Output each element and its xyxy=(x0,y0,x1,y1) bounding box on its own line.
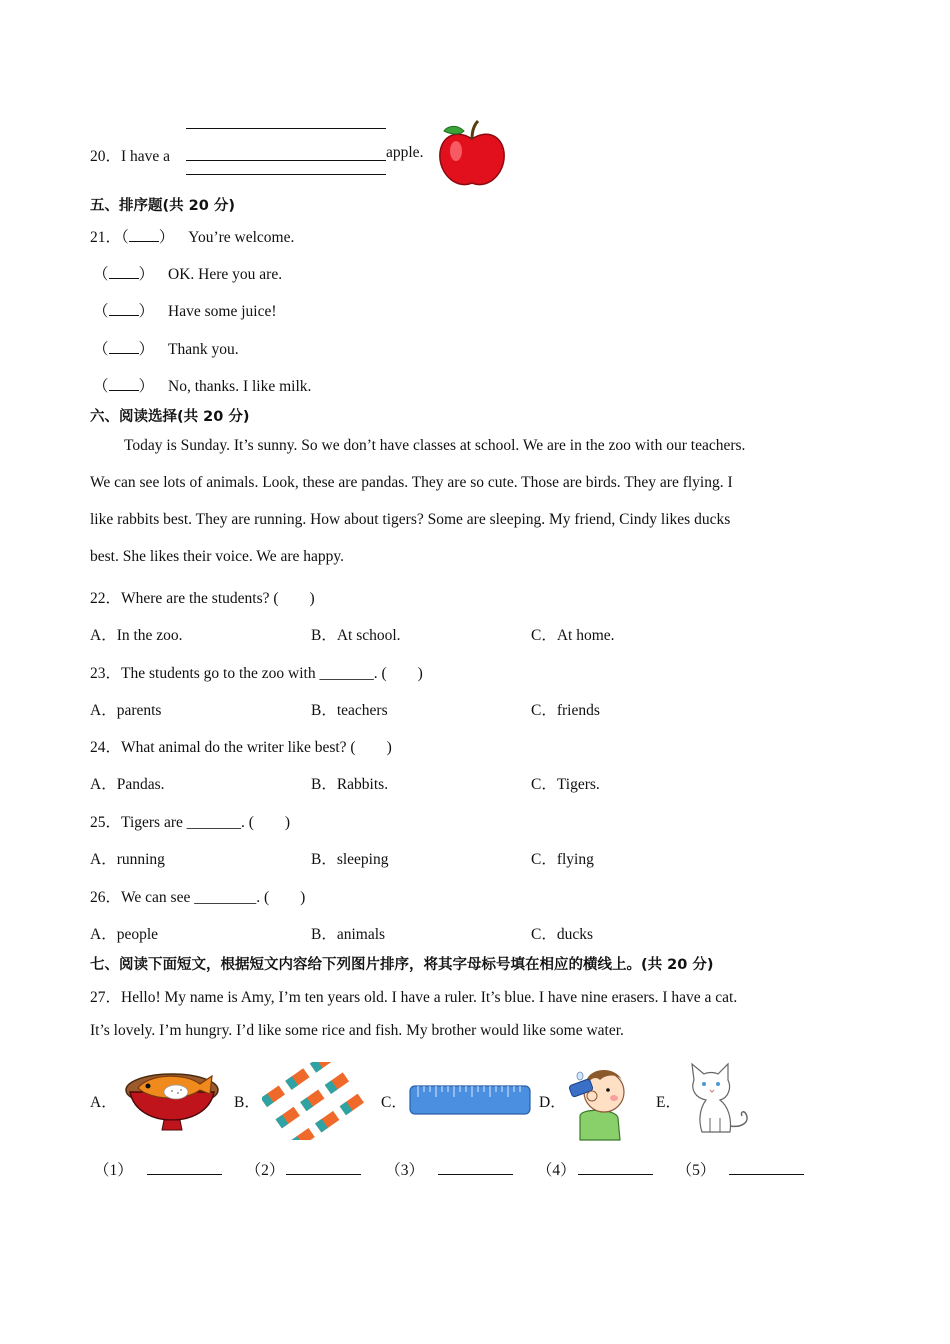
q21-blank-5[interactable] xyxy=(109,376,139,391)
passage-line-3: like rabbits best. They are running. How about tigers? Some are sleeping. My friend, Cindy likes ducks xyxy=(90,511,731,528)
q21-row-3: （ ） Have some juice! xyxy=(93,303,277,320)
answer-label-4: （4） xyxy=(536,1162,576,1179)
q20-text-after: apple. xyxy=(386,144,424,161)
picture-label-a: A． xyxy=(90,1094,117,1111)
boy-drinking-water-icon xyxy=(566,1060,630,1142)
q20-row xyxy=(90,144,170,166)
q21-item-3: Have some juice! xyxy=(168,303,277,320)
answer-label-1: （1） xyxy=(94,1162,133,1179)
q26-option-b[interactable]: B．animals xyxy=(311,926,386,943)
section5-title: 五、排序题(共 20 分) xyxy=(90,198,236,214)
q23-option-b[interactable]: B．teachers xyxy=(311,702,388,719)
q20-text-before: I have a xyxy=(121,148,171,165)
passage-line-4: best. She likes their voice. We are happy. xyxy=(90,548,344,565)
q24-option-c[interactable]: C．Tigers. xyxy=(531,776,600,793)
picture-label-e: E． xyxy=(656,1094,681,1111)
q23-option-a[interactable]: A．parents xyxy=(90,702,162,719)
q26-option-c[interactable]: C．ducks xyxy=(531,926,594,943)
picture-label-c: C． xyxy=(381,1094,407,1111)
q27-line-2: It’s lovely. I’m hungry. I’d like some rice and fish. My brother would like some water. xyxy=(90,1022,624,1039)
q23-question: 23．The students go to the zoo with _______. ( ) xyxy=(90,665,423,682)
passage-line-2: We can see lots of animals. Look, these are pandas. They are so cute. Those are birds. They are flying. I xyxy=(90,474,733,491)
q21-row-4: （ ） Thank you. xyxy=(93,341,239,358)
picture-label-b: B． xyxy=(234,1094,260,1111)
q25-option-c[interactable]: C．flying xyxy=(531,851,594,868)
answer-blank-5[interactable] xyxy=(729,1160,804,1175)
q21-blank-2[interactable] xyxy=(109,264,139,279)
q22-option-b[interactable]: B．At school. xyxy=(311,627,401,644)
q25-option-b[interactable]: B．sleeping xyxy=(311,851,389,868)
q24-question: 24．What animal do the writer like best? ( ) xyxy=(90,739,392,756)
answer-row xyxy=(94,1158,804,1180)
q24-option-a[interactable]: A．Pandas. xyxy=(90,776,165,793)
q24-option-b[interactable]: B．Rabbits. xyxy=(311,776,389,793)
q20-answer-line-3[interactable] xyxy=(186,174,386,175)
q21-item-1: You’re welcome. xyxy=(188,229,295,246)
q21-blank-4[interactable] xyxy=(109,339,139,354)
q25-question: 25．Tigers are _______. ( ) xyxy=(90,814,291,831)
answer-blank-4[interactable] xyxy=(578,1160,653,1175)
section7-title: 七、阅读下面短文，根据短文内容给下列图片排序，将其字母标号填在相应的横线上。(共 20 分) xyxy=(90,957,714,973)
fish-rice-bowl-icon xyxy=(124,1068,220,1134)
answer-blank-1[interactable] xyxy=(147,1160,222,1175)
answer-label-3: （3） xyxy=(385,1162,425,1179)
q25-option-a[interactable]: A．running xyxy=(90,851,165,868)
q20-answer-line-2[interactable] xyxy=(186,160,386,161)
answer-label-5: （5） xyxy=(676,1162,716,1179)
ruler-icon xyxy=(408,1083,532,1117)
erasers-icon xyxy=(262,1062,366,1140)
picture-label-d: D． xyxy=(539,1094,566,1111)
q21-blank-3[interactable] xyxy=(109,301,139,316)
q22-option-a[interactable]: A．In the zoo. xyxy=(90,627,183,644)
passage-line-1: Today is Sunday. It’s sunny. So we don’t have classes at school. We are in the zoo with our teachers. xyxy=(124,437,746,454)
q21-item-2: OK. Here you are. xyxy=(168,266,283,283)
q22-question: 22．Where are the students? ( ) xyxy=(90,590,315,607)
apple-icon xyxy=(434,119,510,189)
section6-title: 六、阅读选择(共 20 分) xyxy=(90,409,250,425)
answer-label-2: （2） xyxy=(245,1162,285,1179)
q21-row-1: 21．（ ） You’re welcome. xyxy=(90,229,295,246)
q20-number: 20． xyxy=(90,148,122,165)
q22-option-c[interactable]: C．At home. xyxy=(531,627,615,644)
q26-question: 26．We can see ________. ( ) xyxy=(90,889,306,906)
q23-option-c[interactable]: C．friends xyxy=(531,702,600,719)
cat-icon xyxy=(684,1062,754,1136)
q21-item-4: Thank you. xyxy=(168,341,239,358)
q21-blank-1[interactable] xyxy=(129,227,159,242)
q26-option-a[interactable]: A．people xyxy=(90,926,159,943)
answer-blank-2[interactable] xyxy=(286,1160,361,1175)
answer-blank-3[interactable] xyxy=(438,1160,513,1175)
q21-row-2: （ ） OK. Here you are. xyxy=(93,266,283,283)
q21-row-5: （ ） No, thanks. I like milk. xyxy=(93,378,312,395)
q21-item-5: No, thanks. I like milk. xyxy=(168,378,312,395)
q20-answer-line-1[interactable] xyxy=(186,128,386,129)
q21-number: 21． xyxy=(90,229,122,246)
q27-line-1: 27．Hello! My name is Amy, I’m ten years old. I have a ruler. It’s blue. I have nine erasers. I have a cat. xyxy=(90,989,738,1006)
